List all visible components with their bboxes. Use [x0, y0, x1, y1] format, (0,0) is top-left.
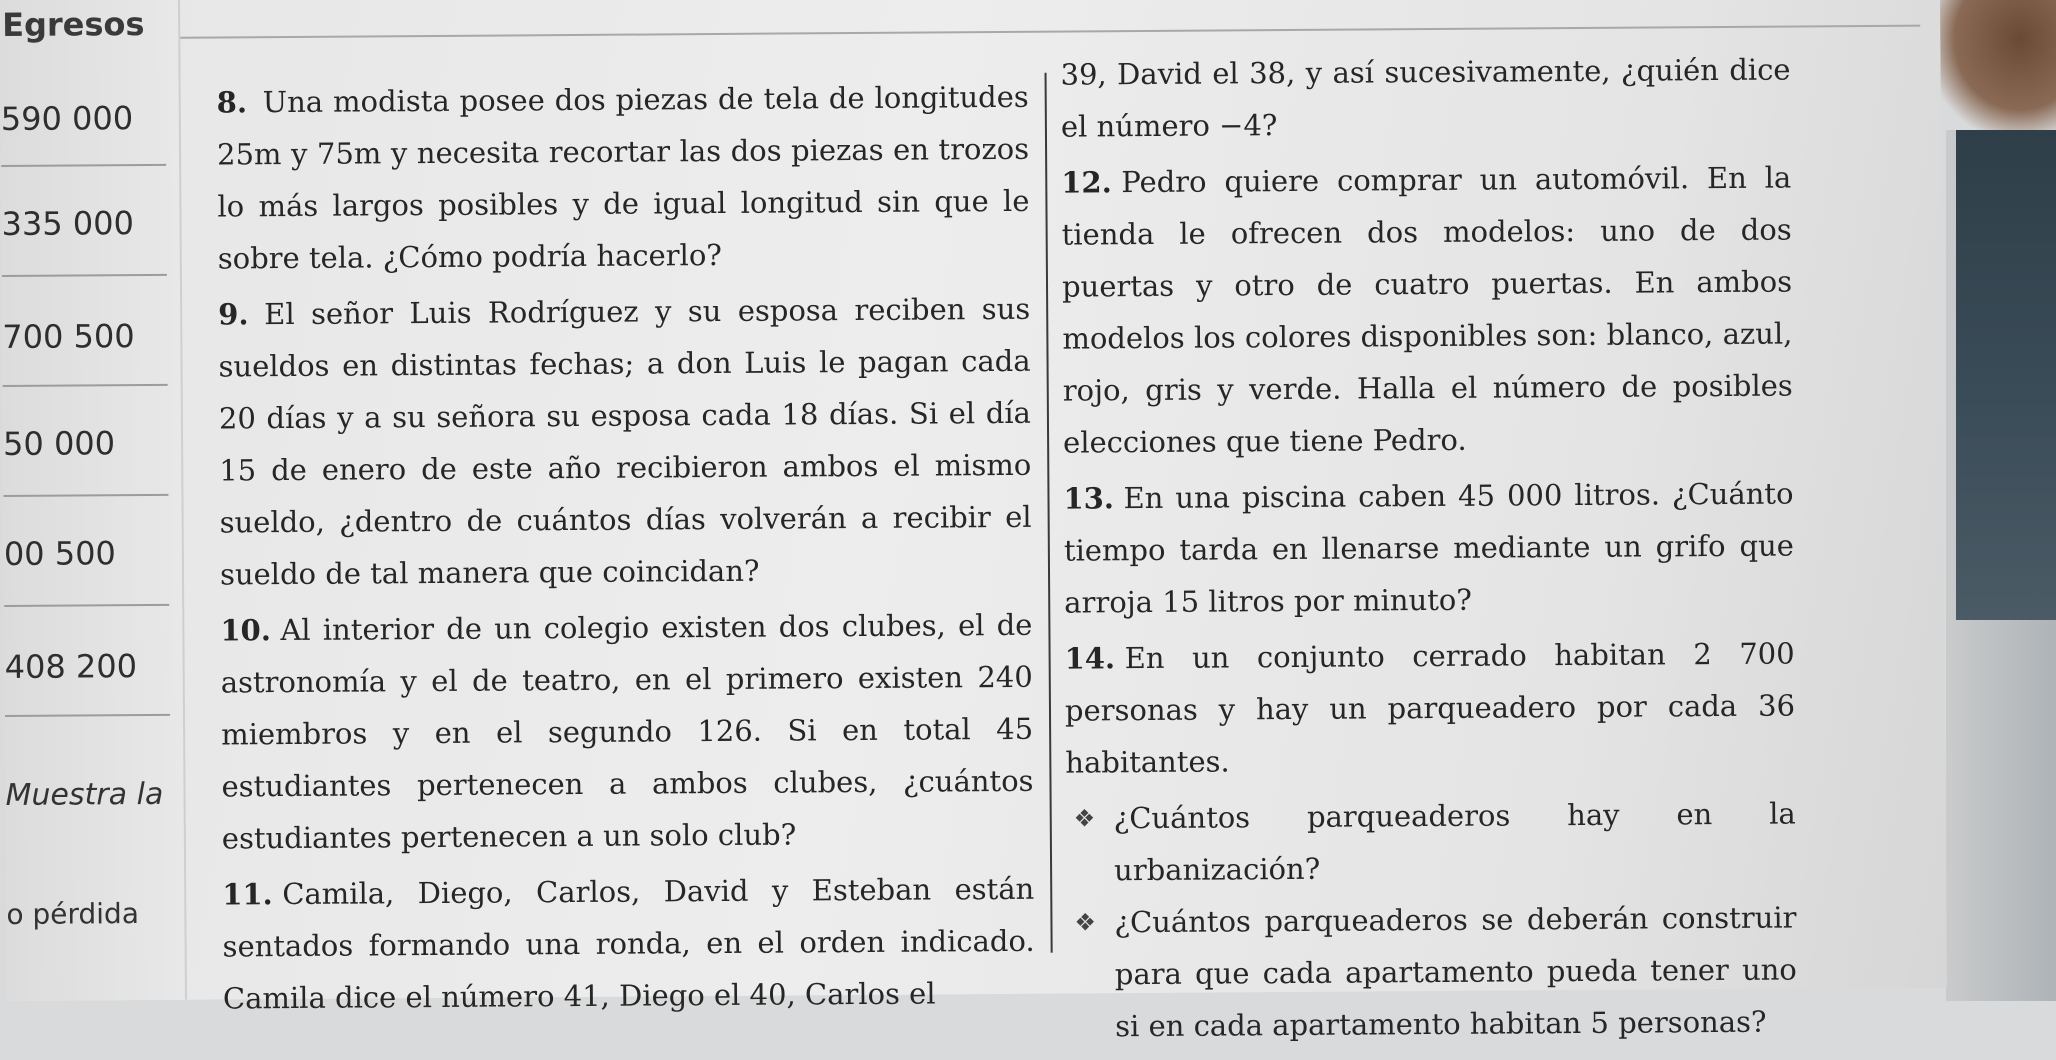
problem-number: 11. [222, 877, 273, 912]
problem-number: 12. [1061, 165, 1112, 200]
strip-value: 50 000 [2, 424, 116, 463]
problem-number: 13. [1063, 481, 1115, 516]
strip-value: 590 000 [0, 99, 134, 138]
problem-number: 10. [220, 613, 271, 648]
column-divider [1045, 73, 1053, 953]
problem-12 [1061, 151, 1793, 468]
problem-number: 14. [1064, 641, 1116, 676]
strip-value: 335 000 [1, 204, 135, 243]
strip-divider [3, 384, 168, 387]
problem-14 [1064, 627, 1795, 788]
strip-divider [5, 714, 170, 717]
strip-label-perdida: o pérdida [6, 897, 140, 931]
bullet-text: ¿Cuántos parqueaderos hay en la urbanización? [1113, 796, 1796, 888]
strip-divider [3, 494, 168, 497]
problem-text: Camila, Diego, Carlos, David y Esteban están sentados formando una ronda, en el orden indicado. Camila dice el número 41, Diego el 40, Carlos el [222, 871, 1035, 1016]
problem-text: El señor Luis Rodríguez y su esposa reciben sus sueldos en distintas fechas; a don Luis le pagan cada 20 días y a su señora su esposa cada 18 días. Si el día 15 de enero de este año recibieron ambos el mismo sueldo, ¿dentro de cuántos días volverán a recibir el sueldo de tal manera que coincidan? [218, 291, 1032, 592]
strip-divider [4, 604, 169, 607]
background-object [1956, 60, 2056, 620]
bullet-text: ¿Cuántos parqueaderos se deberán construir para que cada apartamento pueda tener uno si en cada apartamento habitan 5 personas? [1114, 900, 1797, 1044]
problem-text: Al interior de un colegio existen dos clubes, el de astronomía y el de teatro, en el primero existen 240 miembros y en el segundo 126. Si en total 45 estudiantes pertenecen a ambos clubes, ¿cuántos estudiantes pertenecen a un solo club? [220, 607, 1034, 856]
problem-11 [222, 863, 1035, 1025]
strip-header: Egresos [2, 4, 145, 44]
problem-13 [1063, 467, 1794, 628]
problems-left-column [217, 71, 1036, 1025]
strip-divider [1, 164, 166, 167]
problem-text: En un conjunto cerrado habitan 2 700 personas y hay un parqueadero por cada 36 habitantes. [1064, 636, 1796, 780]
problem-number: 8. [216, 85, 248, 120]
bullet-item [1066, 787, 1797, 896]
strip-value: 00 500 [3, 534, 116, 573]
diamond-bullet-icon: ❖ [1073, 804, 1096, 833]
problem-text: En una piscina caben 45 000 litros. ¿Cuánto tiempo tarda en llenarse mediante un grifo que arroja 15 litros por minuto? [1063, 476, 1794, 620]
strip-value: 700 500 [2, 317, 135, 356]
diamond-bullet-icon: ❖ [1074, 908, 1097, 937]
bullet-item [1066, 891, 1797, 1052]
problem-11-continuation: 39, David el 38, y así sucesivamente, ¿quién dice el número −4? [1060, 52, 1791, 144]
strip-value: 408 200 [4, 647, 138, 686]
problem-8 [217, 71, 1030, 285]
background-hair [1936, 0, 2056, 130]
problem-9 [218, 283, 1032, 601]
problem-text: Pedro quiere comprar un automóvil. En la tienda le ofrecen dos modelos: uno de dos puertas y otro de cuatro puertas. En ambos modelos los colores disponibles son: blanco, azul, rojo, gris y verde. Halla el número de posibles elecciones que tiene Pedro. [1061, 160, 1793, 460]
strip-label-muestra: Muestra la [5, 776, 164, 813]
left-table-strip [0, 0, 187, 1001]
problem-text: Una modista posee dos piezas de tela de longitudes 25m y 75m y necesita recortar las dos piezas en trozos lo más largos posibles y de igual longitud sin que le sobre tela. ¿Cómo podría hacerlo? [216, 79, 1030, 276]
problem-10 [220, 599, 1034, 865]
problems-right-column [1060, 44, 1797, 1053]
strip-divider [2, 274, 167, 277]
header-rule [180, 25, 1920, 39]
problem-number: 9. [218, 297, 249, 332]
